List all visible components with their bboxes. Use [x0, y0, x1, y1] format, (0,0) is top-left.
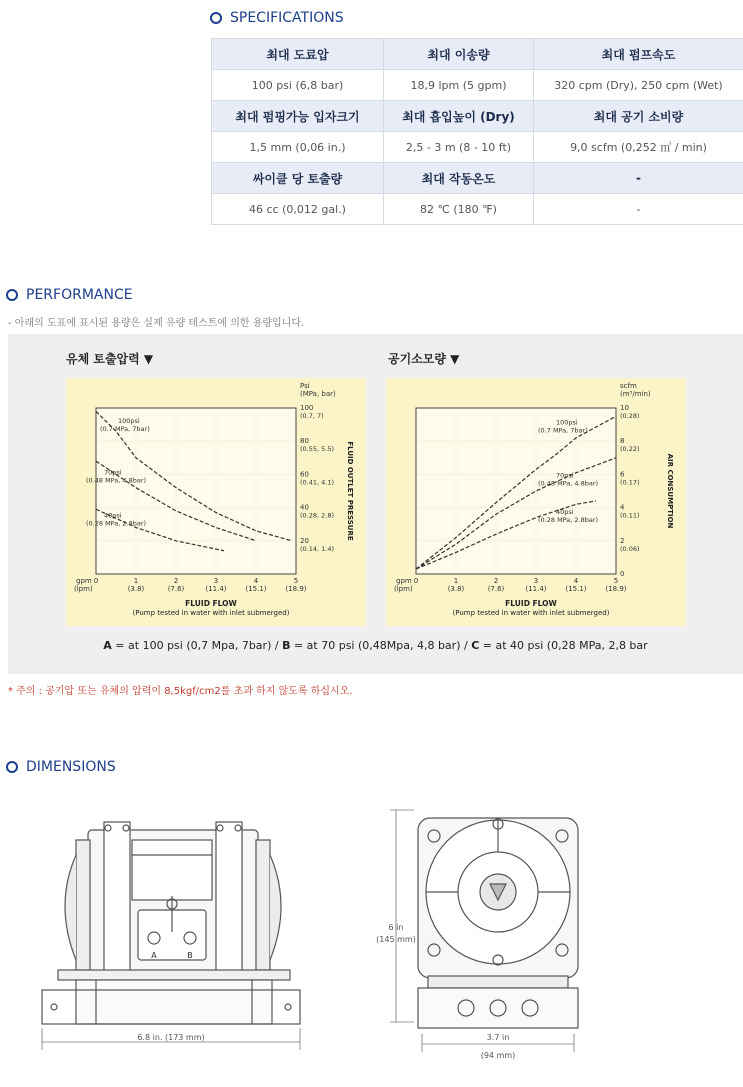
x-tick-label: 2: [493, 577, 499, 585]
x-unit-label: gpm: [76, 577, 92, 585]
port-b-label: B: [187, 951, 193, 960]
bullet-icon: [210, 12, 222, 24]
x-tick-label: 2: [173, 577, 179, 585]
series-sublabel: (0.28 MPa, 2.8bar): [538, 516, 599, 525]
spec-value-cell: 46 cc (0,012 gal.): [212, 194, 384, 225]
chart-legend: [8, 639, 743, 652]
y-tick-label: 0: [620, 570, 625, 578]
air-chart: [386, 378, 686, 626]
specifications-heading: [210, 10, 344, 26]
spec-header-cell: 싸이클 당 토출량: [212, 163, 384, 194]
pressure-chart-panel: [66, 378, 366, 626]
y-tick-label: 10: [620, 404, 629, 412]
spec-header-cell: 최대 도료압: [212, 39, 384, 70]
legend-key-b: B: [282, 639, 291, 652]
table-row: [212, 194, 743, 225]
y-axis-title: FLUID OUTLET PRESSURE: [346, 441, 354, 541]
air-chart-panel: [386, 378, 686, 626]
series-sublabel: (0.28 MPa, 2.8bar): [86, 519, 147, 528]
spec-header-cell: 최대 펌핑가능 입자크기: [212, 101, 384, 132]
chart-title-air: 공기소모량 ▼: [388, 352, 460, 366]
performance-title: PERFORMANCE: [26, 287, 133, 303]
series-label: 40psi: [556, 508, 574, 517]
front-width-label: 6.8 in. (173 mm): [137, 1033, 205, 1042]
bullet-icon: [6, 289, 18, 301]
x-tick-sublabel: (15.1): [565, 585, 587, 593]
table-row: [212, 39, 743, 70]
x-tick-label: 3: [533, 577, 539, 585]
table-row: [212, 132, 743, 163]
y-tick-label: 6: [620, 470, 625, 479]
bullet-icon: [6, 761, 18, 773]
y-tick-label: 2: [620, 536, 625, 545]
y-tick-label: 4: [620, 503, 625, 512]
y-tick-label: 80: [300, 437, 309, 446]
y-tick-sublabel: (0.28, 2.8): [300, 511, 335, 520]
side-width-in-label: 3.7 in: [486, 1033, 510, 1042]
series-label: 70psi: [556, 471, 574, 480]
spec-header-cell: 최대 흡입높이 (Dry): [384, 101, 534, 132]
y-tick-label: 100: [300, 404, 314, 412]
y-unit-label: Psi: [300, 382, 310, 390]
table-row: [212, 163, 743, 194]
y-tick-sublabel: (0.17): [620, 478, 640, 487]
x-tick-sublabel: (15.1): [245, 585, 267, 593]
y-tick-label: 40: [300, 503, 309, 512]
x-unit-sublabel: (lpm): [74, 585, 93, 593]
y-tick-label: 60: [300, 470, 309, 479]
spec-value-cell: 82 ℃ (180 ℉): [384, 194, 534, 225]
series-sublabel: (0.48 MPa, 4.8bar): [86, 476, 147, 485]
performance-panel: [8, 334, 743, 674]
spec-header-cell: -: [534, 163, 743, 194]
spec-value-cell: 1,5 mm (0,06 in.): [212, 132, 384, 163]
performance-intro-note: - 아래의 도표에 표시된 용량은 실제 유량 테스트에 의한 용량입니다.: [8, 318, 305, 329]
spec-value-cell: 18,9 lpm (5 gpm): [384, 70, 534, 101]
spec-header-cell: 최대 작동온도: [384, 163, 534, 194]
y-tick-sublabel: (0.28): [620, 412, 640, 420]
legend-key-c: C: [471, 639, 480, 652]
y-tick-label: 20: [300, 536, 309, 545]
x-axis-subtitle: (Pump tested in water with inlet submerged): [132, 609, 290, 617]
dimensions-heading: [6, 759, 116, 775]
y-tick-sublabel: (0.7, 7): [300, 412, 324, 420]
spec-header-cell: 최대 공기 소비량: [534, 101, 743, 132]
x-tick-sublabel: (11.4): [525, 585, 547, 593]
y-unit-label: scfm: [620, 382, 637, 390]
side-height-mm-label: (145 mm): [376, 935, 416, 944]
x-tick-sublabel: (3.8): [127, 585, 145, 593]
spec-header-cell: 최대 펌프속도: [534, 39, 743, 70]
legend-text-c: = at 40 psi (0,28 MPa, 2,8 bar: [479, 639, 648, 652]
dimensions-title: DIMENSIONS: [26, 759, 116, 775]
x-tick-label: 1: [133, 577, 139, 585]
x-tick-sublabel: (3.8): [447, 585, 465, 593]
y-tick-sublabel: (0.41, 4.1): [300, 478, 335, 487]
pump-front-view-drawing: [36, 800, 316, 1060]
port-a-label: A: [151, 951, 157, 960]
x-unit-sublabel: (lpm): [394, 585, 413, 593]
series-sublabel: (0.48 MPa, 4.8bar): [538, 479, 599, 488]
x-axis-subtitle: (Pump tested in water with inlet submerged): [452, 609, 610, 617]
x-tick-label: 0: [93, 577, 99, 585]
y-tick-sublabel: (0.55, 5.5): [300, 445, 335, 454]
spec-value-cell: 2,5 - 3 m (8 - 10 ft): [384, 132, 534, 163]
x-tick-label: 5: [293, 577, 299, 585]
x-unit-label: gpm: [396, 577, 412, 585]
y-unit-sublabel: (MPa, bar): [300, 390, 336, 398]
series-label: 100psi: [556, 418, 578, 427]
spec-value-cell: 9,0 scfm (0,252 ㎥ / min): [534, 132, 743, 163]
x-tick-label: 4: [253, 577, 259, 585]
series-label: 40psi: [104, 511, 122, 520]
y-axis-title: AIR CONSUMPTION: [666, 453, 674, 529]
series-sublabel: (0.7 MPa, 7bar): [100, 424, 150, 433]
y-tick-sublabel: (0.14, 1.4): [300, 544, 335, 553]
pressure-chart: [66, 378, 366, 626]
x-tick-label: 5: [613, 577, 619, 585]
x-tick-label: 3: [213, 577, 219, 585]
side-width-mm-label: (94 mm): [480, 1051, 516, 1060]
performance-heading: [6, 287, 133, 303]
pump-side-view-drawing: [370, 800, 600, 1065]
spec-value-cell: 100 psi (6,8 bar): [212, 70, 384, 101]
chart-title-pressure: 유체 토출압력 ▼: [66, 352, 154, 366]
x-tick-label: 0: [413, 577, 419, 585]
series-label: 100psi: [118, 416, 140, 425]
table-row: [212, 70, 743, 101]
x-axis-title: FLUID FLOW: [505, 599, 557, 608]
x-tick-sublabel: (7.6): [167, 585, 185, 593]
side-height-in-label: 6 in: [388, 923, 404, 932]
series-sublabel: (0.7 MPa, 7bar): [538, 426, 588, 435]
x-tick-label: 1: [453, 577, 459, 585]
legend-text-b: = at 70 psi (0,48Mpa, 4,8 bar) /: [290, 639, 472, 652]
x-tick-sublabel: (11.4): [205, 585, 227, 593]
specifications-title: SPECIFICATIONS: [230, 10, 344, 26]
specifications-table: [211, 38, 743, 225]
x-tick-label: 4: [573, 577, 579, 585]
y-tick-sublabel: (0.22): [620, 445, 640, 454]
table-row: [212, 101, 743, 132]
y-tick-sublabel: (0.11): [620, 511, 640, 520]
y-unit-sublabel: (m³/min): [620, 390, 651, 398]
spec-header-cell: 최대 이송량: [384, 39, 534, 70]
spec-value-cell: 320 cpm (Dry), 250 cpm (Wet): [534, 70, 743, 101]
legend-key-a: A: [103, 639, 112, 652]
x-tick-sublabel: (18.9): [605, 585, 627, 593]
x-tick-sublabel: (18.9): [285, 585, 307, 593]
pressure-warning: * 주의 : 공기압 또는 유체의 압력이 8,5kgf/cm2를 초과 하지 않도록 하십시오.: [8, 686, 353, 697]
legend-text-a: = at 100 psi (0,7 Mpa, 7bar) /: [111, 639, 283, 652]
x-axis-title: FLUID FLOW: [185, 599, 237, 608]
series-label: 70psi: [104, 468, 122, 477]
y-tick-sublabel: (0.06): [620, 544, 640, 553]
x-tick-sublabel: (7.6): [487, 585, 505, 593]
y-tick-label: 8: [620, 437, 625, 446]
spec-value-cell: -: [534, 194, 743, 225]
